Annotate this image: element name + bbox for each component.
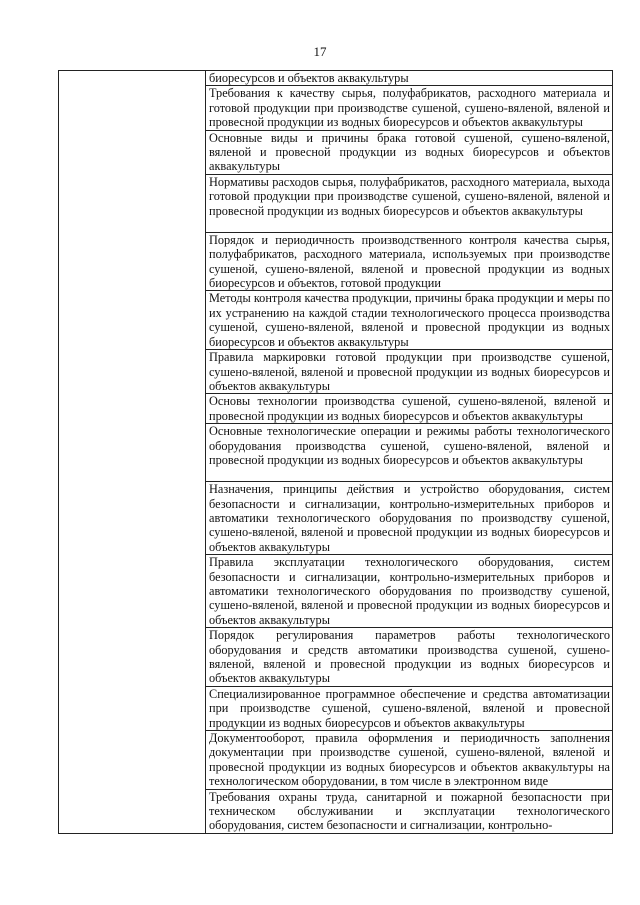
requirements-table xyxy=(58,70,613,834)
knowledge-text: Документооборот, правила оформления и периодичность заполнения документации при производстве сушеной, сушено-вяленой, вяленой и провесной продукции из водных биоресурсов и объектов аквакультуры на технологическом оборудовании, в том числе в электронном виде xyxy=(209,731,610,789)
knowledge-cell xyxy=(206,394,613,424)
knowledge-cell xyxy=(206,482,613,555)
knowledge-text: Основные технологические операции и режимы работы технологического оборудования производства сушеной, сушено-вяленой, вяленой и провесной продукции из водных биоресурсов и объектов аквакультуры xyxy=(209,424,610,467)
knowledge-cell xyxy=(206,232,613,291)
knowledge-text: Порядок и периодичность производственного контроля качества сырья, полуфабрикатов, расходного материала, используемых при производстве сушеной, сушено-вяленой, вяленой и провесной продукции из водных биоресурсов и объектов, готовой продукции xyxy=(209,232,610,291)
knowledge-cell xyxy=(206,130,613,174)
knowledge-cell xyxy=(206,291,613,350)
knowledge-cell xyxy=(206,731,613,790)
knowledge-text: Порядок регулирования параметров работы технологического оборудования и средств автоматики производства сушеной, сушено-вяленой, вяленой и провесной продукции из водных биоресурсов и объектов аквакультуры xyxy=(209,628,610,686)
knowledge-cell xyxy=(206,555,613,628)
table-row xyxy=(59,71,613,86)
knowledge-text: Назначения, принципы действия и устройство оборудования, систем безопасности и сигнализации, контрольно-измерительных приборов и автоматики технологического оборудования по производству сушеной, сушено-вяленой, вяленой и провесной продукции из водных биоресурсов и объектов аквакультуры xyxy=(209,482,610,554)
knowledge-text: Основные виды и причины брака готовой сушеной, сушено-вяленой, вяленой и провесной продукции из водных биоресурсов и объектов аквакультуры xyxy=(209,130,610,174)
knowledge-text: Правила маркировки готовой продукции при производстве сушеной, сушено-вяленой, вяленой и провесной продукции из водных биоресурсов и объектов аквакультуры xyxy=(209,350,610,393)
page-number: 17 xyxy=(313,44,327,59)
knowledge-cell xyxy=(206,174,613,232)
knowledge-cell xyxy=(206,789,613,833)
knowledge-text: Специализированное программное обеспечение и средства автоматизации при производстве сушеной, сушено-вяленой, вяленой и провесной продукции из водных биоресурсов и объектов аквакультуры xyxy=(209,686,610,730)
knowledge-cell xyxy=(206,350,613,394)
knowledge-cell xyxy=(206,628,613,687)
knowledge-cell xyxy=(206,686,613,730)
knowledge-cell xyxy=(206,424,613,482)
knowledge-cell xyxy=(206,86,613,130)
knowledge-text: Правила эксплуатации технологического оборудования, систем безопасности и сигнализации, контрольно-измерительных приборов и автоматики технологического оборудования по производству сушеной, сушено-вяленой, вяленой и провесной продукции из водных биоресурсов и объектов аквакультуры xyxy=(209,555,610,627)
label-cell xyxy=(59,71,206,834)
knowledge-text: Методы контроля качества продукции, причины брака продукции и меры по их устранению на каждой стадии технологического процесса производства сушеной, сушено-вяленой, вяленой и провесной продукции из водных биоресурсов и объектов аквакультуры xyxy=(209,291,610,349)
knowledge-text: Требования охраны труда, санитарной и пожарной безопасности при техническом обслуживании и эксплуатации технологического оборудования, систем безопасности и сигнализации, контрольно- xyxy=(209,789,610,833)
knowledge-text: биоресурсов и объектов аквакультуры xyxy=(209,71,409,85)
knowledge-text: Основы технологии производства сушеной, сушено-вяленой, вяленой и провесной продукции из водных биоресурсов и объектов аквакультуры xyxy=(209,394,610,423)
knowledge-text: Нормативы расходов сырья, полуфабрикатов, расходного материала, выхода готовой продукции при производстве сушеной, сушено-вяленой, вяленой и провесной продукции из водных биоресурсов и объектов аквакультуры xyxy=(209,174,610,218)
knowledge-text: Требования к качеству сырья, полуфабрикатов, расходного материала и готовой продукции при производстве сушеной, сушено-вяленой, вяленой и провесной продукции из водных биоресурсов и объектов аквакультуры xyxy=(209,86,610,130)
knowledge-cell xyxy=(206,71,613,86)
